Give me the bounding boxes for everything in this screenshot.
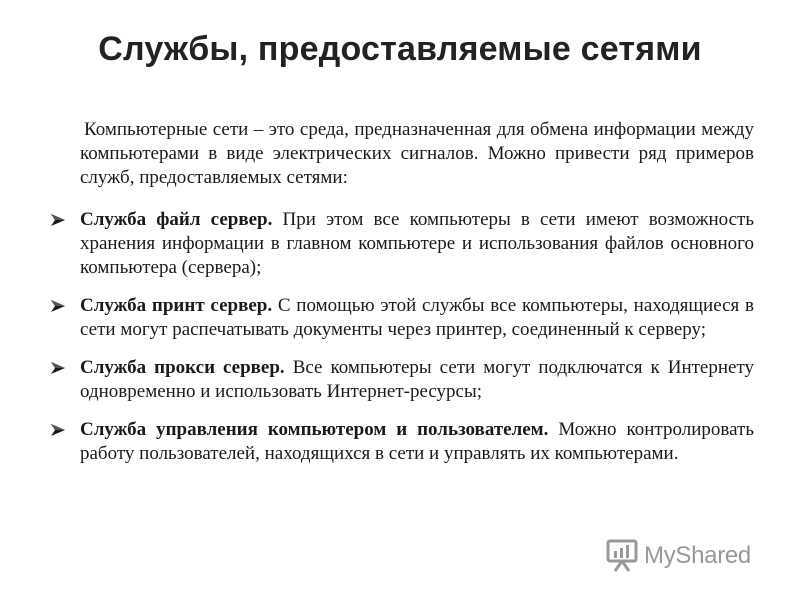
bullet-print-server	[50, 294, 754, 342]
bullet-file-server	[50, 208, 754, 280]
bullet-term: Служба прокси сервер.	[80, 357, 285, 378]
bullet-term: Служба принт сервер.	[80, 295, 273, 316]
bullet-term: Служба управления компьютером и пользователем.	[80, 419, 549, 440]
presentation-board-icon	[606, 539, 638, 573]
watermark-text: MyShared	[644, 542, 751, 569]
arrowhead-bullet-icon	[50, 299, 66, 313]
bullet-text: При этом все компьютеры в сети имеют возможность хранения информации в главном компьютере и использования файлов основного компьютера (сервера);	[80, 209, 755, 278]
intro-paragraph: Компьютерные сети – это среда, предназначенная для обмена информации между компьютерами в виде электрических сигналов. Можно привести ряд примеров служб, предоставляемых сетями:	[80, 119, 754, 188]
arrowhead-bullet-icon	[50, 361, 66, 375]
myshared-watermark	[606, 536, 751, 576]
bullet-text: Все компьютеры сети могут подключатся к Интернету одновременно и использовать Интернет-ресурсы;	[80, 357, 754, 402]
bullet-term: Служба файл сервер.	[80, 209, 273, 230]
bullet-proxy-server	[50, 356, 754, 404]
bullet-user-management	[50, 418, 754, 466]
slide-title: Службы, предоставляемые сетями	[98, 30, 702, 68]
arrowhead-bullet-icon	[50, 213, 66, 227]
bullet-text: С помощью этой службы все компьютеры, находящиеся в сети могут распечатывать документы через принтер, соединенный к серверу;	[80, 295, 755, 340]
bullet-list	[50, 208, 754, 480]
bullet-text: Можно контролировать работу пользователей, находящихся в сети и управлять их компьютерами.	[80, 419, 754, 464]
arrowhead-bullet-icon	[50, 423, 66, 437]
